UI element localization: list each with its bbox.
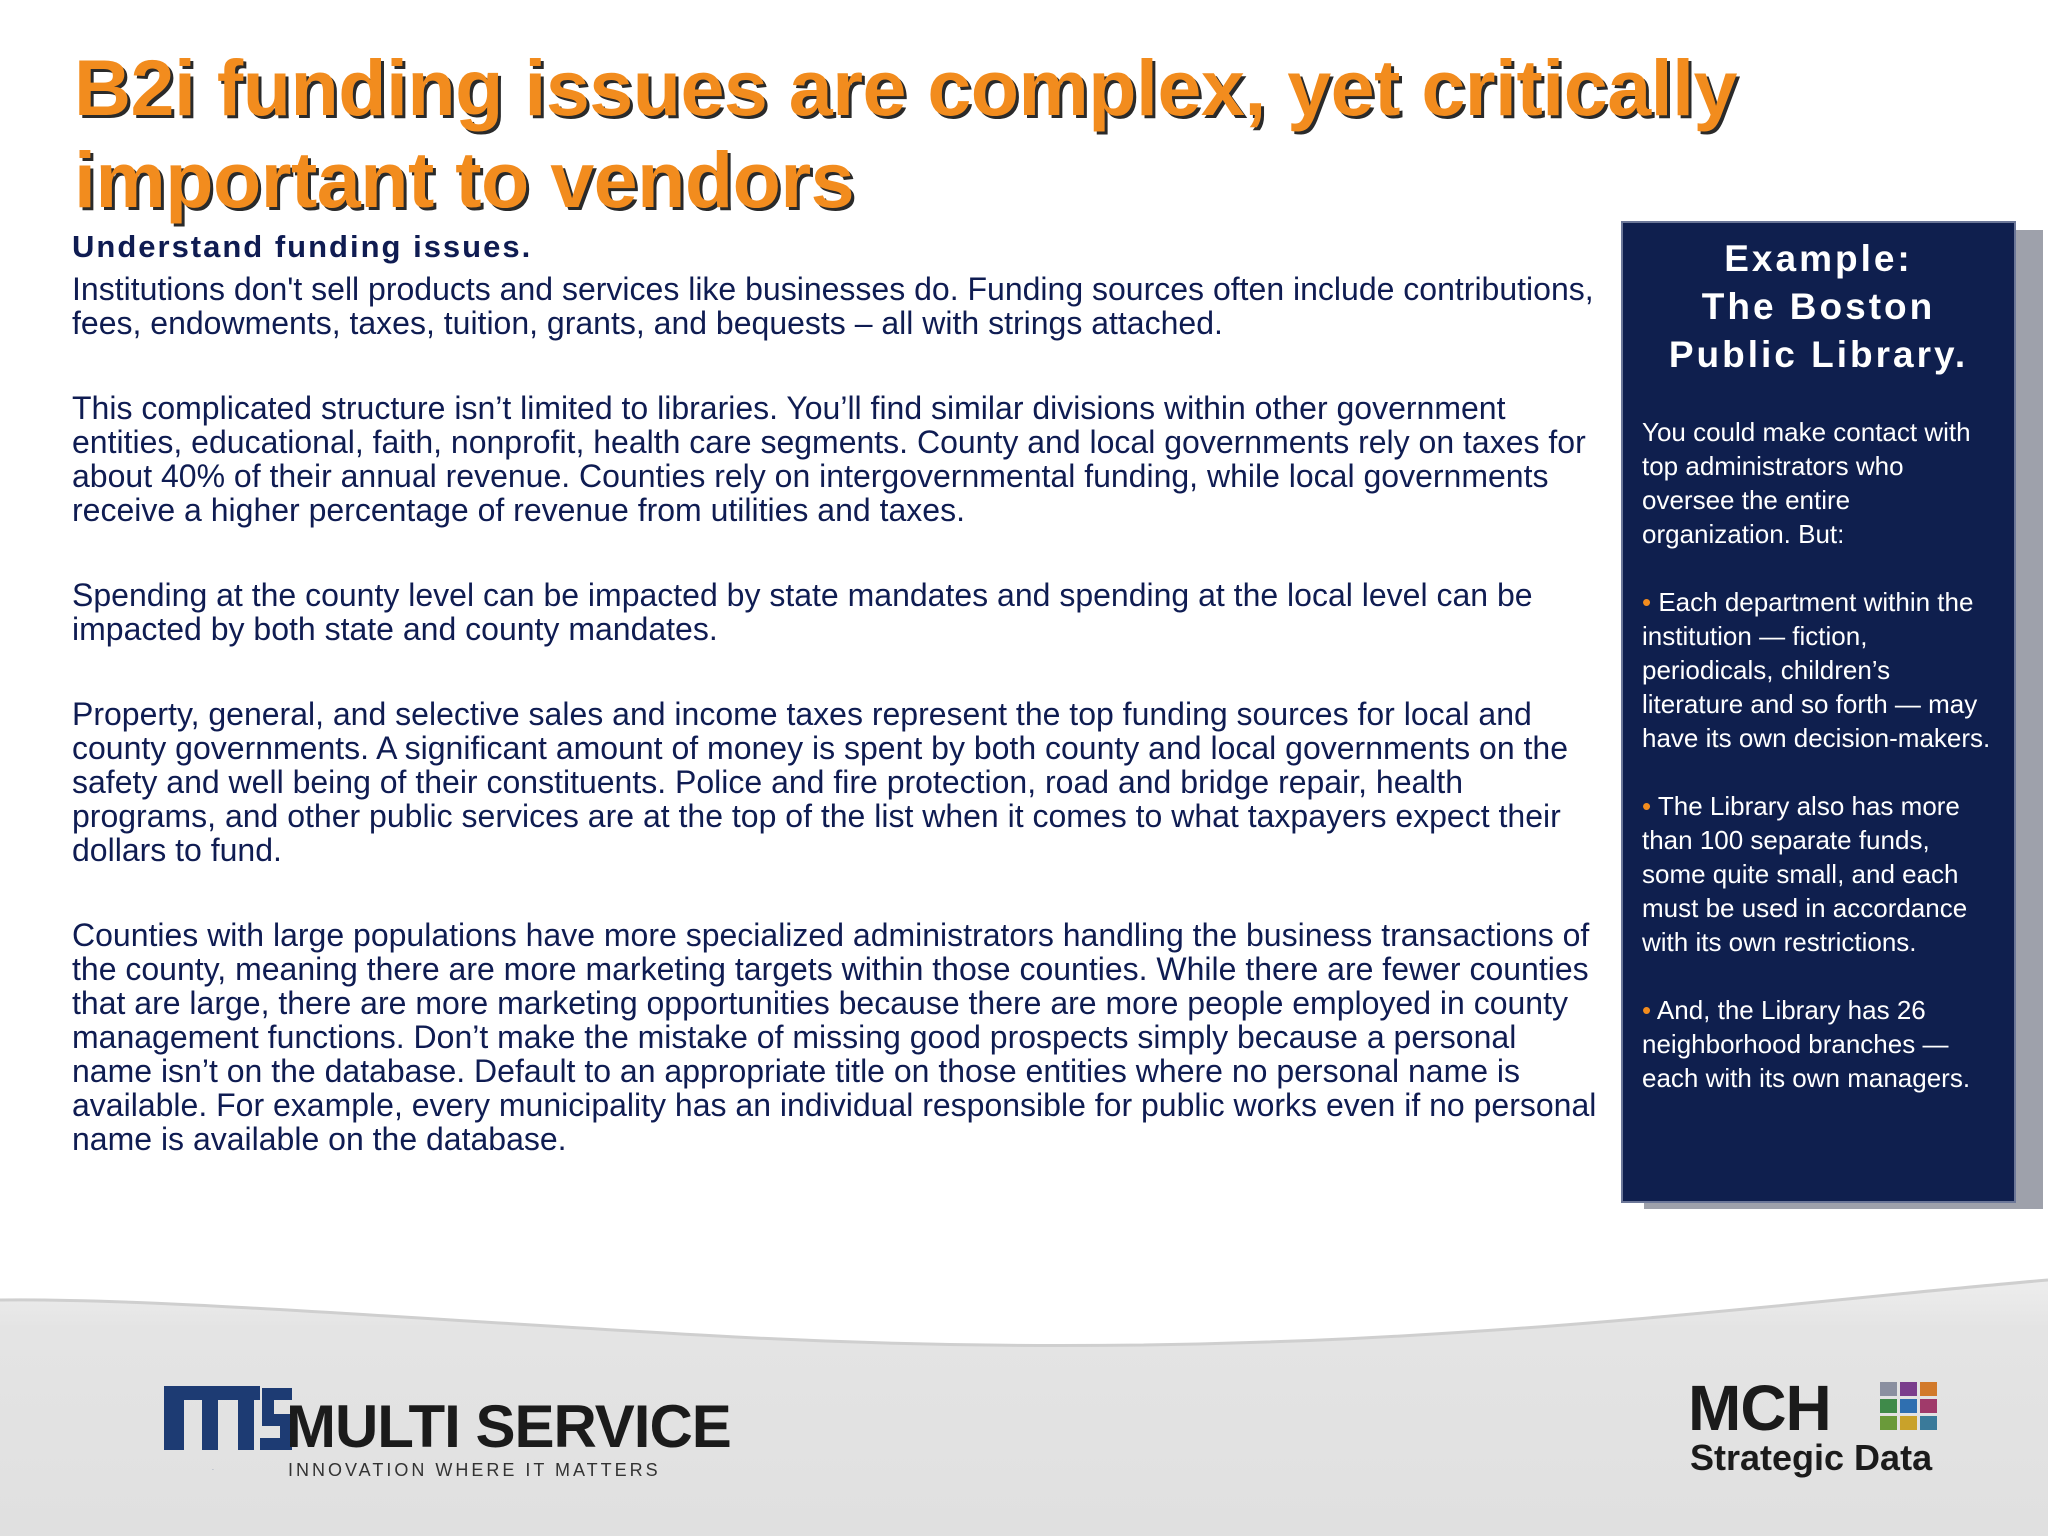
footer-wave-icon [0, 1240, 2048, 1360]
bullet-text: Each department within the institution — fiction, periodicals, children’s literature and so forth — may have its own decision-makers. [1642, 587, 1991, 753]
paragraph-3: Spending at the county level can be impacted by state mandates and spending at the local level can be impacted by both state and county mandates. [72, 577, 1533, 647]
bullet-dot-icon: • [1642, 791, 1652, 821]
multi-service-name: MULTI SERVICE [286, 1393, 731, 1460]
paragraph-2: This complicated structure isn’t limited to libraries. You’ll find similar divisions within other government entities, educational, faith, nonprofit, health care segments. County and local governments rely on taxes for about 40% of their annual revenue. Counties rely on intergovernmental funding, while local governments receive a higher percentage of revenue from utilities and taxes. [72, 390, 1586, 528]
paragraph-1: Institutions don't sell products and services like businesses do. Funding sources often include contributions, fees, endowments, taxes, tuition, grants, and bequests – all with strings attached. [72, 271, 1594, 341]
bullet-dot-icon: • [1642, 587, 1652, 617]
bullet-text: The Library also has more than 100 separate funds, some quite small, and each must be used in accordance with its own restrictions. [1642, 791, 1968, 957]
sidebar-bullet [1642, 789, 1996, 959]
ms-mark-text: MS [212, 1470, 214, 1471]
multi-service-tagline: INNOVATION WHERE IT MATTERS [288, 1460, 661, 1480]
sidebar-title-line: The Boston [1701, 286, 1936, 327]
slide-title: B2i funding issues are complex, yet critically important to vendors [74, 43, 1737, 224]
example-sidebar [1621, 221, 2016, 1203]
mch-subtitle: Strategic Data [1690, 1437, 1933, 1478]
bullet-text: And, the Library has 26 neighborhood branches — each with its own managers. [1642, 995, 1971, 1093]
paragraph-5: Counties with large populations have more specialized administrators handling the business transactions of the county, meaning there are more marketing targets within those counties. While there are fewer counties that are large, there are more marketing opportunities because there are more people employed in county management functions. Don’t make the mistake of missing good prospects simply because a personal name isn’t on the database. Default to an appropriate title on those entities where no personal name is available. For example, every municipality has an individual responsible for public works even if no personal name is available on the database. [72, 917, 1597, 1157]
paragraph-4: Property, general, and selective sales and income taxes represent the top funding sources for local and county governments. A significant amount of money is spent by both county and local governments on the safety and well being of their constituents. Police and fire protection, road and bridge repair, health programs, and other public services are at the top of the list when it comes to what taxpayers expect their dollars to fund. [72, 696, 1568, 868]
mch-name: MCH [1688, 1372, 1831, 1444]
sidebar-text [1642, 415, 1996, 1095]
subheading: Understand funding issues. [72, 229, 533, 264]
sidebar-intro: You could make contact with top administrators who oversee the entire organization. But: [1642, 417, 1971, 549]
main-content [72, 228, 1602, 1207]
mch-grid-icon [1880, 1382, 1938, 1430]
bullet-dot-icon: • [1642, 995, 1652, 1025]
sidebar-title-line: Public Library. [1668, 334, 1969, 375]
sidebar-title-line: Example: [1724, 238, 1913, 279]
sidebar-bullet [1642, 993, 1996, 1095]
sidebar-bullet [1642, 585, 1996, 755]
sidebar-title [1623, 235, 2014, 379]
